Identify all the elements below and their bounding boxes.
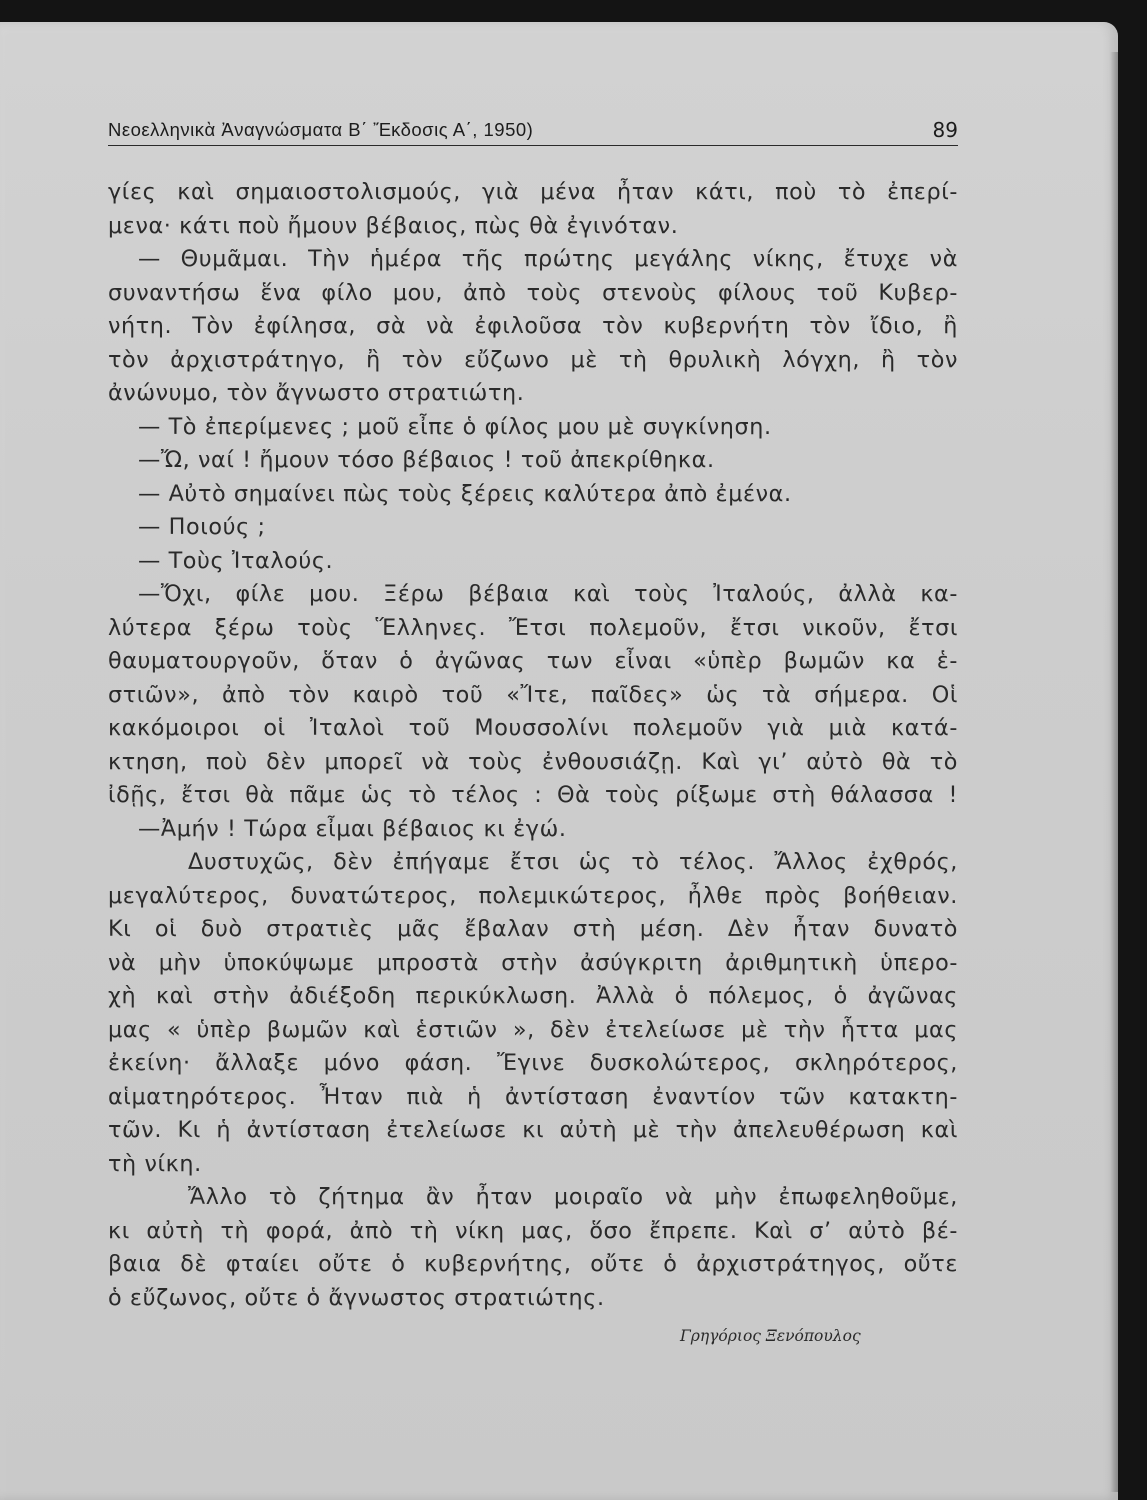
text-line: βαια δὲ φταίει οὔτε ὁ κυβερνήτης, οὔτε ὁ ἀρχιστράτηγος, οὔτε: [108, 1251, 958, 1277]
author-signature: Γρηγόριος Ξενόπουλος: [680, 1327, 861, 1345]
text-line: μεγαλύτερος, δυνατώτερος, πολεμικώτερος, ἦλθε πρὸς βοήθειαν.: [108, 882, 958, 909]
text-line: —Ὄχι, φίλε μου. Ξέρω βέβαια καὶ τοὺς Ἰταλούς, ἀλλὰ κα-: [138, 581, 958, 607]
text-line: ἰδῇς, ἔτσι θὰ πᾶμε ὡς τὸ τέλος : Θὰ τοὺς ρίξωμε στὴ θάλασσα !: [108, 782, 958, 808]
text-line: τὸν ἀρχιστράτηγο, ἢ τὸν εὔζωνο μὲ τὴ θρυλικὴ λόγχη, ἢ τὸν: [108, 346, 958, 373]
text-line: ὁ εὔζωνος, οὔτε ὁ ἄγνωστος στρατιώτης.: [108, 1284, 605, 1311]
book-page: [0, 22, 1118, 1500]
running-head-title: Νεοελληνικὰ Ἀναγνώσματα Β΄ Ἔκδοσις Α΄, 1950): [108, 119, 534, 140]
text-line: —Ὤ, ναί ! ἤμουν τόσο βέβαιος ! τοῦ ἀπεκρίθηκα.: [138, 447, 715, 473]
text-line: Δυστυχῶς, δὲν ἐπήγαμε ἔτσι ὡς τὸ τέλος. Ἄλλος ἐχθρός,: [188, 849, 958, 875]
text-line: κτηση, ποὺ δὲν μπορεῖ νὰ τοὺς ἐνθουσιάζῃ. Καὶ γι’ αὐτὸ θὰ τὸ: [108, 748, 958, 775]
text-line: — Αὐτὸ σημαίνει πὼς τοὺς ξέρεις καλύτερα ἀπὸ ἐμένα.: [138, 480, 792, 507]
text-line: τῶν. Κι ἡ ἀντίσταση ἐτελείωσε κι αὐτὴ μὲ τὴν ἀπελευθέρωση καὶ: [108, 1117, 958, 1143]
text-line: χὴ καὶ στὴν ἀδιέξοδη περικύκλωση. Ἀλλὰ ὁ πόλεμος, ὁ ἀγῶνας: [108, 983, 958, 1009]
body-text: [108, 176, 958, 1315]
text-line: μενα· κάτι ποὺ ἤμουν βέβαιος, πὼς θὰ ἐγινόταν.: [108, 212, 679, 239]
text-line: γίες καὶ σημαιοστολισμούς, γιὰ μένα ἦταν κάτι, ποὺ τὸ ἐπερί-: [108, 179, 958, 205]
text-line: — Τὸ ἐπερίμενες ; μοῦ εἶπε ὁ φίλος μου μὲ συγκίνηση.: [138, 413, 772, 440]
text-line: — Θυμᾶμαι. Τὴν ἡμέρα τῆς πρώτης μεγάλης νίκης, ἔτυχε νὰ: [138, 246, 958, 272]
page-edge-shadow: [1110, 52, 1118, 1492]
text-line: νήτη. Τὸν ἐφίλησα, σὰ νὰ ἐφιλοῦσα τὸν κυβερνήτη τὸν ἴδιο, ἢ: [108, 313, 958, 339]
text-line: —Ἀμήν ! Τώρα εἶμαι βέβαιος κι ἐγώ.: [138, 815, 567, 842]
text-line: μας « ὑπὲρ βωμῶν καὶ ἑστιῶν », δὲν ἐτελείωσε μὲ τὴν ἧττα μας: [108, 1016, 958, 1043]
text-line: Ἄλλο τὸ ζήτημα ἂν ἦταν μοιραῖο νὰ μὴν ἐπωφεληθοῦμε,: [188, 1184, 958, 1210]
text-line: λύτερα ξέρω τοὺς Ἕλληνες. Ἔτσι πολεμοῦν, ἔτσι νικοῦν, ἔτσι: [108, 614, 958, 641]
text-line: κι αὐτὴ τὴ φορά, ἀπὸ τὴ νίκη μας, ὅσο ἔπρεπε. Καὶ σ’ αὐτὸ βέ-: [108, 1217, 958, 1244]
text-line: αἱματηρότερος. Ἦταν πιὰ ἡ ἀντίσταση ἐναντίον τῶν κατακτη-: [108, 1083, 958, 1110]
text-line: τὴ νίκη.: [108, 1150, 202, 1177]
text-line: στιῶν», ἀπὸ τὸν καιρὸ τοῦ «Ἴτε, παῖδες» ὡς τὰ σήμερα. Οἱ: [108, 681, 958, 708]
text-line: — Ποιούς ;: [138, 514, 266, 540]
text-line: θαυματουργοῦν, ὅταν ὁ ἀγῶνας των εἶναι «ὑπὲρ βωμῶν κα ἑ-: [108, 648, 958, 674]
page-number: 89: [932, 118, 958, 142]
text-line: Κι οἱ δυὸ στρατιὲς μᾶς ἔβαλαν στὴ μέση. Δὲν ἦταν δυνατὸ: [108, 916, 958, 942]
text-line: συναντήσω ἕνα φίλο μου, ἀπὸ τοὺς στενοὺς φίλους τοῦ Κυβερ-: [108, 279, 958, 306]
text-line: κακόμοιροι οἱ Ἰταλοὶ τοῦ Μουσσολίνι πολεμοῦν γιὰ μιὰ κατά-: [108, 715, 958, 741]
text-line: νὰ μὴν ὑποκύψωμε μπροστὰ στὴν ἀσύγκριτη ἀριθμητικὴ ὑπερο-: [108, 949, 958, 976]
text-line: ἐκείνη· ἄλλαξε μόνο φάση. Ἔγινε δυσκολώτερος, σκληρότερος,: [108, 1050, 958, 1076]
text-line: — Τοὺς Ἰταλούς.: [138, 547, 334, 574]
text-line: ἀνώνυμο, τὸν ἄγνωστο στρατιώτη.: [108, 380, 525, 406]
running-head: [108, 97, 958, 146]
